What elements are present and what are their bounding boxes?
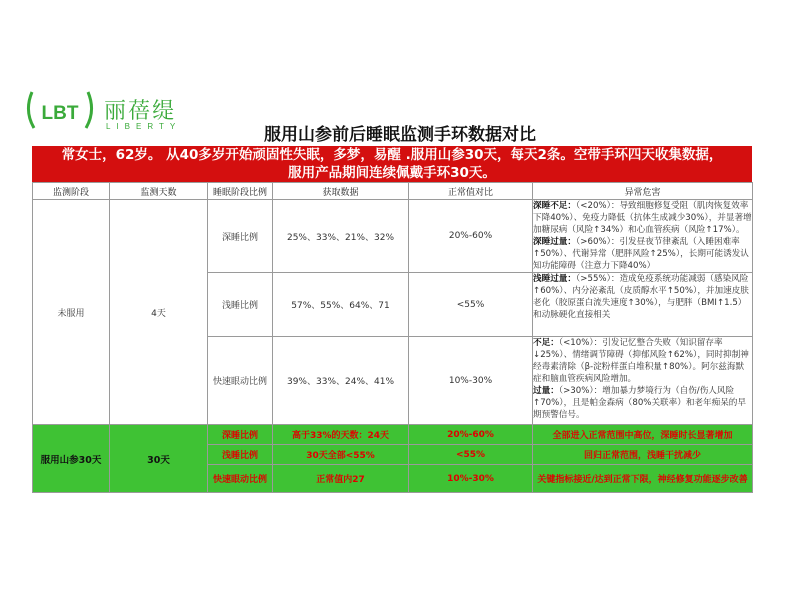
result-cell: 关键指标接近/达到正常下限，神经修复功能逐步改善 bbox=[533, 465, 753, 493]
normal-cell: <55% bbox=[409, 445, 533, 465]
risk-item bbox=[533, 200, 752, 236]
risk-cell bbox=[533, 200, 753, 273]
ratio-cell: 快速眼动比例 bbox=[208, 337, 273, 425]
normal-cell: 10%-30% bbox=[409, 465, 533, 493]
risk-text: （>55%）：造成免疫系统功能减弱（感染风险↑60%）、内分泌紊乱（皮质醇水平↑50%），并加速皮肤老化（胶原蛋白流失速度↑30%），与肥胖（BMI↑1.5）和动脉硬化直接相关 bbox=[533, 274, 749, 320]
risk-text: （<20%）：导致细胞修复受阻（肌肉恢复效率下降40%）、免疫力降低（抗体生成减少30%），并显著增加糖尿病（风险↑34%）和心血管疾病（风险↑17%）。 bbox=[533, 201, 752, 235]
patient-summary-banner bbox=[32, 146, 752, 182]
header-data: 获取数据 bbox=[273, 183, 409, 200]
risk-text: （<10%）：引发记忆整合失败（知识留存率↓25%）、情绪调节障碍（抑郁风险↑62%），同时抑制神经毒素清除（β-淀粉样蛋白堆积量↑80%）。阿尔兹海默症和脑血管疾病风险增加。 bbox=[533, 338, 749, 384]
risk-item bbox=[533, 236, 752, 272]
header-risk: 异常危害 bbox=[533, 183, 753, 200]
risk-item bbox=[533, 273, 752, 321]
ratio-cell: 深睡比例 bbox=[208, 200, 273, 273]
data-cell: 39%、33%、24%、41% bbox=[273, 337, 409, 425]
ratio-cell: 深睡比例 bbox=[208, 425, 273, 445]
risk-label: 浅睡过量： bbox=[533, 274, 576, 284]
before-days-cell: 4天 bbox=[110, 200, 208, 425]
normal-cell: 20%-60% bbox=[409, 425, 533, 445]
risk-label: 深睡不足： bbox=[533, 201, 576, 211]
result-cell: 全部进入正常范围中高位，深睡时长显著增加 bbox=[533, 425, 753, 445]
ratio-cell: 快速眼动比例 bbox=[208, 465, 273, 493]
data-cell: 25%、33%、21%、32% bbox=[273, 200, 409, 273]
header-normal: 正常值对比 bbox=[409, 183, 533, 200]
ratio-cell: 浅睡比例 bbox=[208, 445, 273, 465]
header-stage: 监测阶段 bbox=[33, 183, 110, 200]
normal-cell: 10%-30% bbox=[409, 337, 533, 425]
after-stage-cell: 服用山参30天 bbox=[33, 425, 110, 493]
header-ratio: 睡眠阶段比例 bbox=[208, 183, 273, 200]
sleep-data-table bbox=[32, 182, 753, 493]
ratio-cell: 浅睡比例 bbox=[208, 273, 273, 337]
table-row bbox=[33, 200, 753, 273]
logo-mark-text: LBT bbox=[41, 103, 79, 124]
risk-label: 深睡过量： bbox=[533, 237, 576, 247]
result-cell: 回归正常范围，浅睡干扰减少 bbox=[533, 445, 753, 465]
risk-cell bbox=[533, 337, 753, 425]
risk-item bbox=[533, 385, 752, 421]
data-cell: 30天全部<55% bbox=[273, 445, 409, 465]
risk-item bbox=[533, 337, 752, 385]
risk-text: （>30%）：增加暴力梦境行为（自伤/伤人风险↑70%），且是帕金森病（80%关联率）和老年痴呆的早期预警信号。 bbox=[533, 386, 746, 420]
table-row bbox=[33, 425, 753, 445]
risk-label: 过量： bbox=[533, 386, 559, 396]
logo-name-cn: 丽蓓缇 bbox=[104, 99, 177, 124]
page-title: 服用山参前后睡眠监测手环数据对比 bbox=[264, 125, 536, 145]
data-cell: 57%、55%、64%、71 bbox=[273, 273, 409, 337]
normal-cell: <55% bbox=[409, 273, 533, 337]
risk-cell bbox=[533, 273, 753, 337]
logo-name-en: LIBERTY bbox=[106, 122, 182, 131]
risk-label: 不足： bbox=[533, 338, 559, 348]
table-header-row bbox=[33, 183, 753, 200]
after-days-cell: 30天 bbox=[110, 425, 208, 493]
banner-line-1: 常女士，62岁。 从40多岁开始顽固性失眠，多梦，易醒 .服用山参30天，每天2条。空带手环四天收集数据， bbox=[61, 147, 723, 163]
normal-cell: 20%-60% bbox=[409, 200, 533, 273]
risk-text: （>60%）：引发昼夜节律紊乱（入睡困难率↑50%）、代谢异常（肥胖风险↑25%），长期可能诱发认知功能障碍（注意力下降40%） bbox=[533, 237, 749, 271]
data-cell: 高于33%的天数：24天 bbox=[273, 425, 409, 445]
banner-line-2: 服用产品期间连续佩戴手环30天。 bbox=[288, 165, 496, 181]
data-cell: 正常值内27 bbox=[273, 465, 409, 493]
before-stage-cell: 未服用 bbox=[33, 200, 110, 425]
header-days: 监测天数 bbox=[110, 183, 208, 200]
